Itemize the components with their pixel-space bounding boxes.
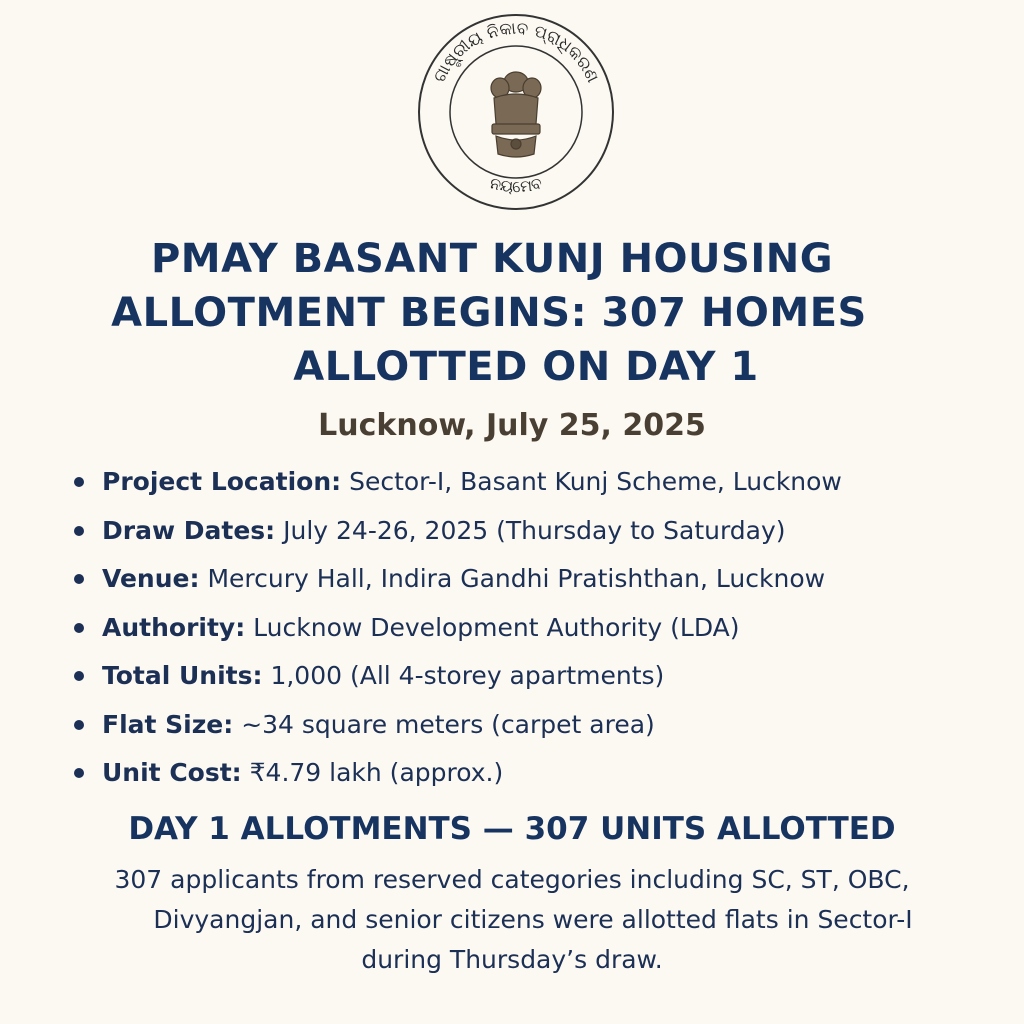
bullet-icon: [74, 720, 84, 730]
bullet-icon: [74, 574, 84, 584]
fact-label: Venue:: [102, 564, 200, 593]
fact-label: Total Units:: [102, 661, 263, 690]
headline-line-1: PMAY BASANT KUNJ HOUSING: [150, 236, 834, 282]
fact-value: July 24-26, 2025 (Thursday to Saturday): [275, 515, 786, 545]
fact-value: ₹4.79 lakh (approx.): [241, 758, 504, 787]
fact-label: Project Location:: [102, 467, 342, 496]
fact-value: ~34 square meters (carpet area): [233, 709, 655, 739]
fact-value: Lucknow Development Authority (LDA): [245, 612, 740, 642]
fact-authority: [72, 604, 992, 653]
fact-list: [72, 458, 992, 798]
fact-flat-size: [72, 701, 992, 750]
bullet-icon: [74, 623, 84, 633]
headline-line-2: ALLOTMENT BEGINS: 307 HOMES: [111, 290, 867, 336]
bullet-icon: [74, 768, 84, 778]
government-seal: [416, 12, 616, 212]
summary-line-3: during Thursday’s draw.: [361, 945, 663, 974]
summary-line-2: Divyangjan, and senior citizens were allotted flats in Sector-I: [153, 905, 913, 934]
fact-label: Authority:: [102, 612, 246, 642]
fact-label: Draw Dates:: [102, 515, 276, 545]
fact-label: Unit Cost:: [102, 758, 242, 787]
fact-label: Flat Size:: [102, 709, 234, 739]
bullet-icon: [74, 526, 84, 536]
headline: [0, 232, 1024, 394]
fact-unit-cost: [72, 749, 992, 798]
bullet-icon: [74, 671, 84, 681]
fact-value: Sector-I, Basant Kunj Scheme, Lucknow: [341, 467, 842, 496]
summary-line-1: 307 applicants from reserved categories including SC, ST, OBC,: [114, 865, 910, 894]
dateline: Lucknow, July 25, 2025: [318, 408, 706, 443]
summary-paragraph: [0, 860, 1024, 980]
seal-bottom-text: ନୟମେବ: [487, 173, 545, 197]
bullet-icon: [74, 477, 84, 487]
state-emblem-icon: [416, 12, 616, 212]
headline-line-3: ALLOTTED ON DAY 1: [293, 344, 759, 390]
section-heading: DAY 1 ALLOTMENTS — 307 UNITS ALLOTTED: [128, 811, 896, 847]
fact-draw-dates: [72, 507, 992, 556]
fact-value: 1,000 (All 4-storey apartments): [262, 661, 665, 690]
seal-top-text: ଗାଷ୍ଟ୍ରୀୟ ନିକାବ ପ୍ରାଧିକରଣ: [429, 18, 603, 86]
fact-project-location: [72, 458, 992, 507]
fact-value: Mercury Hall, Indira Gandhi Pratishthan, Lucknow: [199, 564, 826, 593]
fact-venue: [72, 555, 992, 604]
fact-total-units: [72, 652, 992, 701]
